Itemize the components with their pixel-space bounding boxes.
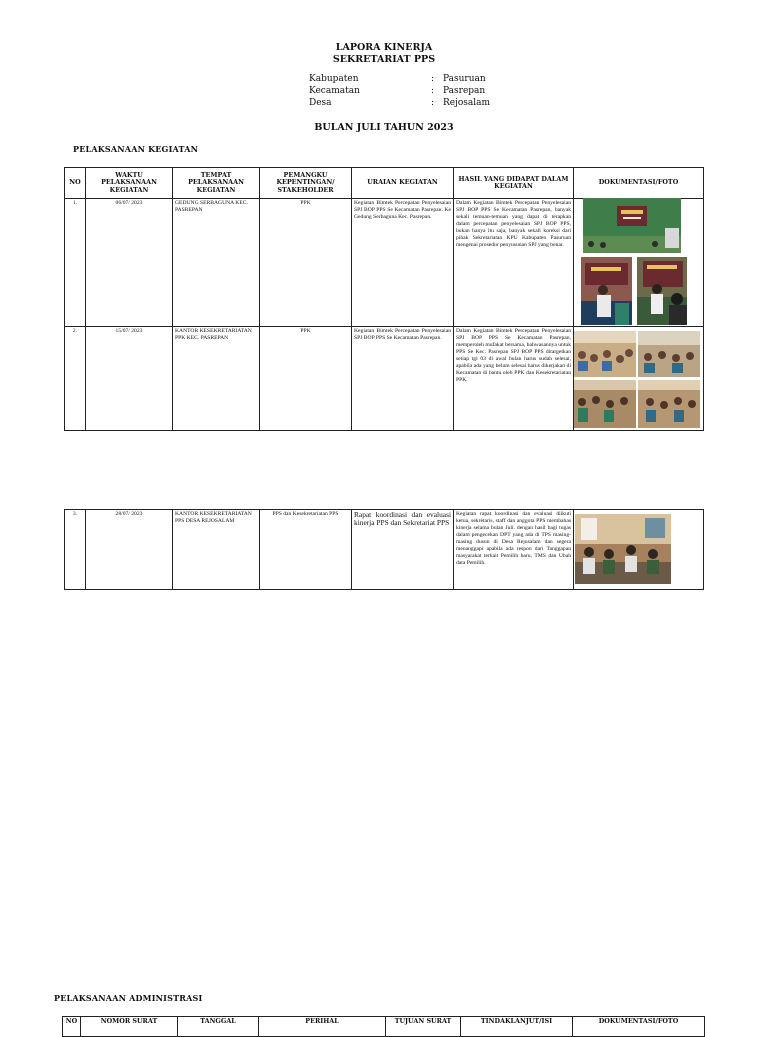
meta-key: Kecamatan xyxy=(309,86,360,96)
meta-sep: : xyxy=(431,98,435,108)
report-subtitle: SEKRETARIAT PPS xyxy=(332,54,436,65)
cell-tempat: KANTOR KESEKRETARIATAN PPS DESA REJOSALAM xyxy=(173,510,260,590)
col-header-tujuan-surat: TUJUAN SURAT xyxy=(386,1017,461,1037)
meta-key: Desa xyxy=(309,98,332,108)
meta-desa xyxy=(309,98,490,110)
meta-value: Rejosalam xyxy=(443,98,491,108)
cell-hasil: Kegiatan rapat koordinasi dan evaluasi diikuti ketua, sekretaris, staff dan anggota PPS membahas kinerja selama bulan Juli. dengan hasil bagi tugas dalam pengecekan DPT yang ada di TPS masing-masing dusun di Desa Rejosalam dan segera menanggapi apabila ada respon dari Tanggapan masyarakat terkait Pemilih baru, TMS dan Ubah data Pemilih. xyxy=(454,510,574,590)
cell-tempat: KANTOR KESEKRETARIATAN PPK KEC. PASREPAN xyxy=(173,327,260,431)
cell-no: 3. xyxy=(65,510,86,590)
col-header-tindaklanjut: TINDAKLANJUT/ISI xyxy=(461,1017,573,1037)
section-kegiatan-label: PELAKSANAAN KEGIATAN xyxy=(73,144,199,154)
cell-no: 2. xyxy=(65,327,86,431)
meta-value: Pasuruan xyxy=(443,74,486,84)
report-period: BULAN JULI TAHUN 2023 xyxy=(314,122,454,133)
col-header-hasil: HASIL YANG DIDAPAT DALAM KEGIATAN xyxy=(454,168,574,199)
cell-stakeholder: PPS dan Kesekretariatan PPS xyxy=(260,510,352,590)
cell-no: 1. xyxy=(65,199,86,327)
table-header-row xyxy=(65,168,704,199)
meta-key: Kabupaten xyxy=(309,74,359,84)
cell-stakeholder: PPK xyxy=(260,199,352,327)
photo-room-3-icon xyxy=(574,380,636,428)
photo-speaker-left-icon xyxy=(581,257,632,325)
col-header-waktu: WAKTU PELAKSANAAN KEGIATAN xyxy=(86,168,173,199)
report-title: LAPORA KINERJA xyxy=(335,42,433,53)
cell-uraian: Kegiatan Bimtek Percepatan Penyelesaian SPJ BOP PPS Se Kecamatan Pasrepan. xyxy=(352,327,454,431)
table-header-row xyxy=(63,1017,705,1037)
cell-hasil: Dalam Kegiatan Bimtek Percepatan Penyelesaian SPJ BOP PPS Se Kecamatan Pasrepan, banyak sekali temuan-temuan yang dapat di terapkan dalam percepatan penyelesaian SPJ BOP PPS, bukan hanya itu saja, banyak sekali koreksi dari pihak Sekretariatan KPU Kabupaten Pasuruan mengenai prosedur penyusunan SPJ yang benar. xyxy=(454,199,574,327)
col-header-tanggal: TANGGAL xyxy=(178,1017,259,1037)
meta-kabupaten xyxy=(309,74,486,86)
cell-stakeholder: PPK xyxy=(260,327,352,431)
col-header-dokumentasi: DOKUMENTASI/FOTO xyxy=(574,168,704,199)
col-header-no: NO xyxy=(63,1017,81,1037)
cell-uraian: Rapat koordinasi dan evaluasi kinerja PPS dan Sekretariat PPS xyxy=(352,510,454,590)
cell-tempat: GEDUNG SERBAGUNA KEC. PASREPAN xyxy=(173,199,260,327)
col-header-tempat: TEMPAT PELAKSANAAN KEGIATAN xyxy=(173,168,260,199)
cell-waktu: 28/07/ 2023 xyxy=(86,510,173,590)
col-header-stakeholder: PEMANGKU KEPENTINGAN/ STAKEHOLDER xyxy=(260,168,352,199)
meta-kecamatan xyxy=(309,86,485,98)
col-header-uraian: URAIAN KEGIATAN xyxy=(352,168,454,199)
cell-uraian: Kegiatan Bimtek Percepatan Penyelesaian SPJ BOP PPS Se Kecamatan Pasrepan. Ke Gedung Serbaguna Kec. Pasrepan. xyxy=(352,199,454,327)
cell-hasil: Dalam Kegiatan Bimtek Percepatan Penyelesaian SPJ BOP PPS Se Kecamatan Pasrepan, memperoleh mufakat bersama, bahwasannya untuk PPS Se Kec. Pasrepan SPJ BOP PPS ditargetkan setiap tgl 03 di awal bulan harus sudah selesai, apabila ada yang belum selesai harus dikerjakan di Kecamatan di bantu oleh PPK dan Kesekretariatan PPK. xyxy=(454,327,574,431)
col-header-nomor-surat: NOMOR SURAT xyxy=(81,1017,178,1037)
meta-sep: : xyxy=(431,86,435,96)
photo-banner-meeting-icon xyxy=(583,198,681,253)
section-admin-label: PELAKSANAAN ADMINISTRASI xyxy=(54,993,203,1003)
meta-value: Pasrepan xyxy=(443,86,486,96)
col-header-perihal: PERIHAL xyxy=(259,1017,386,1037)
col-header-dokumentasi: DOKUMENTASI/FOTO xyxy=(573,1017,705,1037)
cell-waktu: 06/07/ 2023 xyxy=(86,199,173,327)
col-header-no: NO xyxy=(65,168,86,199)
photo-speaker-right-icon xyxy=(637,257,687,325)
meta-sep: : xyxy=(431,74,435,84)
photo-room-1-icon xyxy=(574,331,636,377)
cell-waktu: 15/07/ 2023 xyxy=(86,327,173,431)
photo-room-4-icon xyxy=(638,380,700,428)
photo-room-2-icon xyxy=(638,331,700,377)
photo-room-5-icon xyxy=(575,514,671,584)
admin-table xyxy=(62,1016,705,1037)
